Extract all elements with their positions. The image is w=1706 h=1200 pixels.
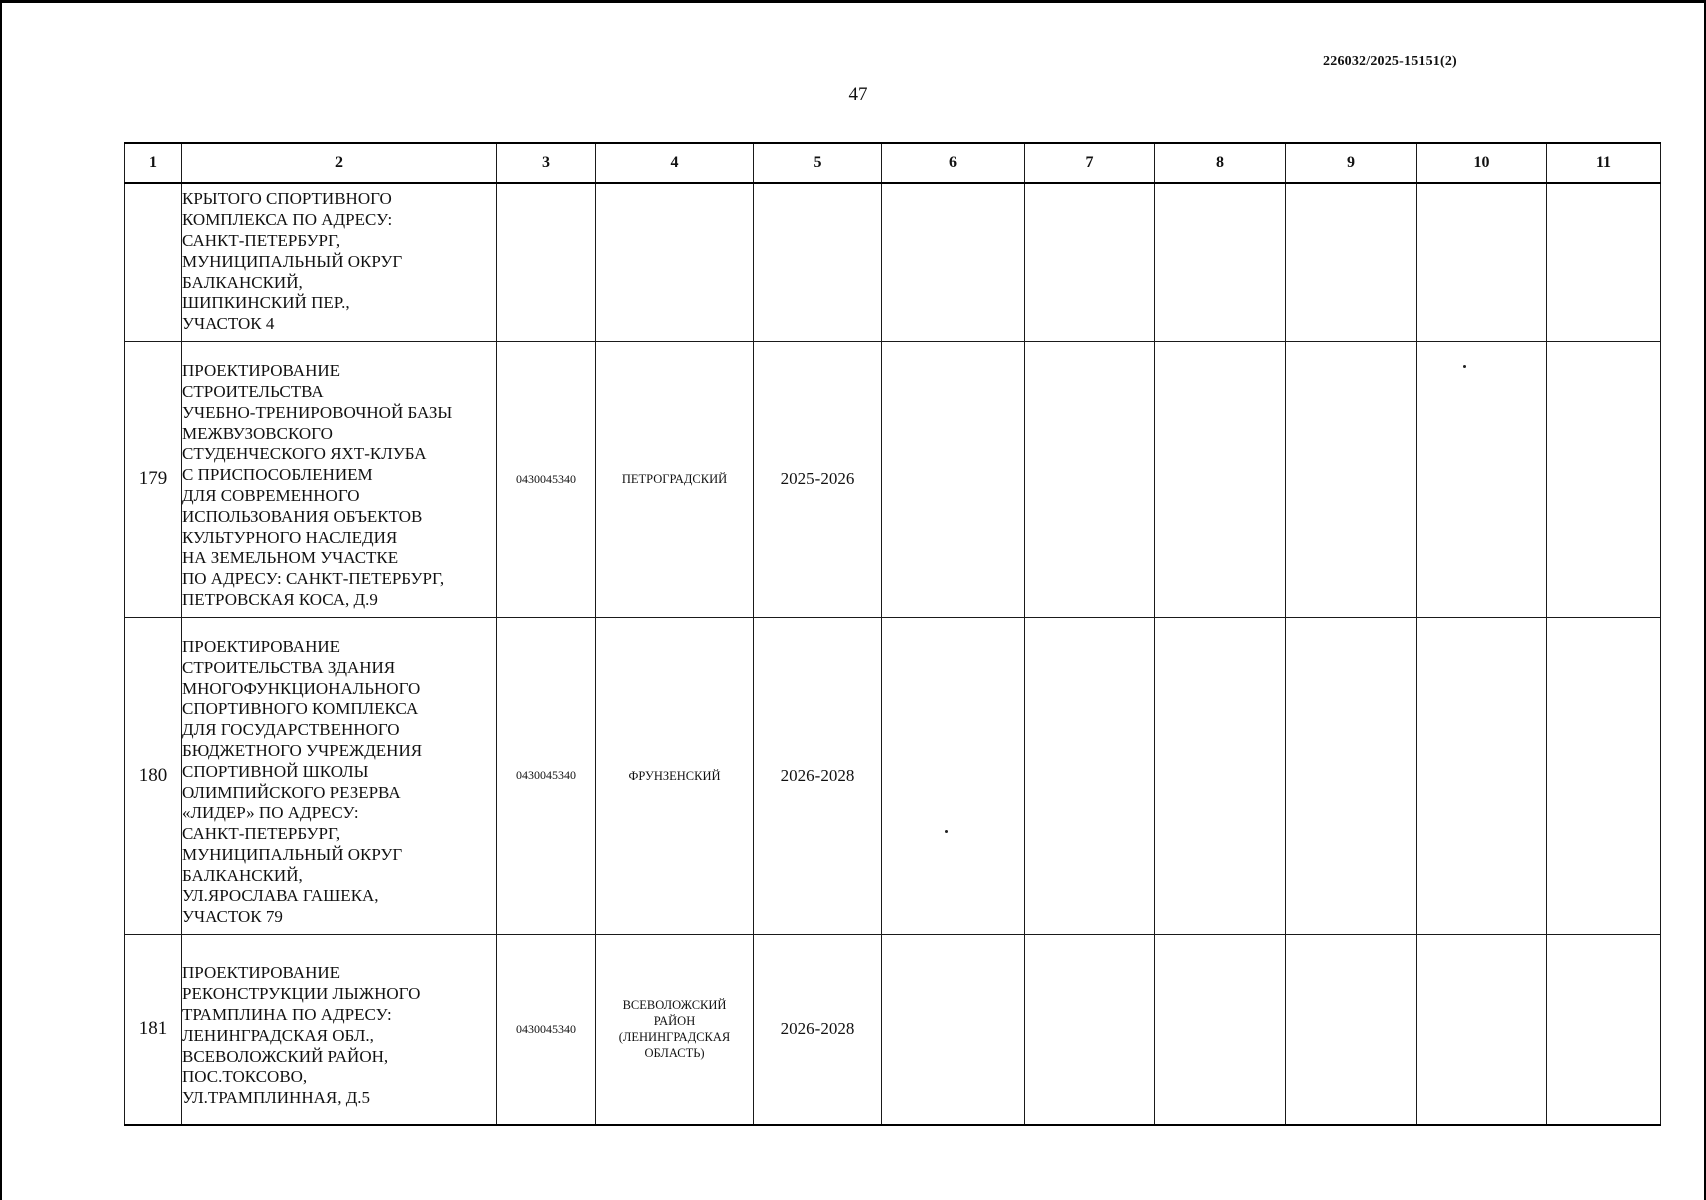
column-header-2: 2 [182, 143, 497, 183]
object-period: 2026-2028 [754, 617, 882, 934]
table-row [125, 617, 1661, 934]
empty-cell [882, 934, 1025, 1125]
object-code: 0430045340 [497, 934, 596, 1125]
empty-cell [1155, 934, 1286, 1125]
document-number: 226032/2025-15151(2) [1323, 54, 1457, 69]
object-code: 0430045340 [497, 617, 596, 934]
empty-cell [1286, 341, 1417, 617]
column-header-3: 3 [497, 143, 596, 183]
object-code: 0430045340 [497, 341, 596, 617]
object-district: ВСЕВОЛОЖСКИЙ РАЙОН (ЛЕНИНГРАДСКАЯ ОБЛАСТЬ) [596, 934, 754, 1125]
scan-border-left [0, 0, 2, 1200]
empty-cell [1547, 183, 1661, 341]
row-number: 180 [125, 617, 182, 934]
column-header-1: 1 [125, 143, 182, 183]
object-name: КРЫТОГО СПОРТИВНОГО КОМПЛЕКСА ПО АДРЕСУ: САНКТ-ПЕТЕРБУРГ, МУНИЦИПАЛЬНЫЙ ОКРУГ БАЛКАНСКИЙ, ШИПКИНСКИЙ ПЕР., УЧАСТОК 4 [182, 183, 497, 341]
object-period: 2025-2026 [754, 341, 882, 617]
empty-cell [882, 617, 1025, 934]
empty-cell [1025, 341, 1155, 617]
object-name: ПРОЕКТИРОВАНИЕ СТРОИТЕЛЬСТВА УЧЕБНО-ТРЕНИРОВОЧНОЙ БАЗЫ МЕЖВУЗОВСКОГО СТУДЕНЧЕСКОГО ЯХТ-КЛУБА С ПРИСПОСОБЛЕНИЕМ ДЛЯ СОВРЕМЕННОГО ИСПОЛЬЗОВАНИЯ ОБЪЕКТОВ КУЛЬТУРНОГО НАСЛЕДИЯ НА ЗЕМЕЛЬНОМ УЧАСТКЕ ПО АДРЕСУ: САНКТ-ПЕТЕРБУРГ, ПЕТРОВСКАЯ КОСА, Д.9 [182, 341, 497, 617]
empty-cell [1417, 341, 1547, 617]
object-code [497, 183, 596, 341]
object-period: 2026-2028 [754, 934, 882, 1125]
empty-cell [882, 183, 1025, 341]
registry-table [124, 142, 1661, 1126]
empty-cell [1286, 934, 1417, 1125]
column-header-9: 9 [1286, 143, 1417, 183]
object-district: ФРУНЗЕНСКИЙ [596, 617, 754, 934]
object-district [596, 183, 754, 341]
empty-cell [1417, 617, 1547, 934]
empty-cell [1025, 934, 1155, 1125]
empty-cell [1025, 617, 1155, 934]
table-row [125, 183, 1661, 341]
empty-cell [1547, 934, 1661, 1125]
empty-cell [1155, 341, 1286, 617]
object-name: ПРОЕКТИРОВАНИЕ СТРОИТЕЛЬСТВА ЗДАНИЯ МНОГОФУНКЦИОНАЛЬНОГО СПОРТИВНОГО КОМПЛЕКСА ДЛЯ ГОСУДАРСТВЕННОГО БЮДЖЕТНОГО УЧРЕЖДЕНИЯ СПОРТИВНОЙ ШКОЛЫ ОЛИМПИЙСКОГО РЕЗЕРВА «ЛИДЕР» ПО АДРЕСУ: САНКТ-ПЕТЕРБУРГ, МУНИЦИПАЛЬНЫЙ ОКРУГ БАЛКАНСКИЙ, УЛ.ЯРОСЛАВА ГАШЕКА, УЧАСТОК 79 [182, 617, 497, 934]
column-header-11: 11 [1547, 143, 1661, 183]
scan-speck [1463, 365, 1466, 368]
scan-border-top [0, 0, 1706, 3]
column-header-6: 6 [882, 143, 1025, 183]
empty-cell [1155, 183, 1286, 341]
table-row [125, 934, 1661, 1125]
row-number [125, 183, 182, 341]
empty-cell [1025, 183, 1155, 341]
empty-cell [1155, 617, 1286, 934]
row-number: 179 [125, 341, 182, 617]
object-period [754, 183, 882, 341]
column-header-10: 10 [1417, 143, 1547, 183]
column-header-4: 4 [596, 143, 754, 183]
table-row [125, 341, 1661, 617]
object-name: ПРОЕКТИРОВАНИЕ РЕКОНСТРУКЦИИ ЛЫЖНОГО ТРАМПЛИНА ПО АДРЕСУ: ЛЕНИНГРАДСКАЯ ОБЛ., ВСЕВОЛОЖСКИЙ РАЙОН, ПОС.ТОКСОВО, УЛ.ТРАМПЛИННАЯ, Д.5 [182, 934, 497, 1125]
empty-cell [1417, 934, 1547, 1125]
empty-cell [1547, 617, 1661, 934]
empty-cell [1286, 617, 1417, 934]
header-row [125, 143, 1661, 183]
empty-cell [1547, 341, 1661, 617]
empty-cell [1417, 183, 1547, 341]
empty-cell [882, 341, 1025, 617]
scan-speck [945, 830, 948, 833]
column-header-8: 8 [1155, 143, 1286, 183]
object-district: ПЕТРОГРАДСКИЙ [596, 341, 754, 617]
row-number: 181 [125, 934, 182, 1125]
column-header-5: 5 [754, 143, 882, 183]
empty-cell [1286, 183, 1417, 341]
column-header-7: 7 [1025, 143, 1155, 183]
page-number: 47 [848, 84, 868, 105]
